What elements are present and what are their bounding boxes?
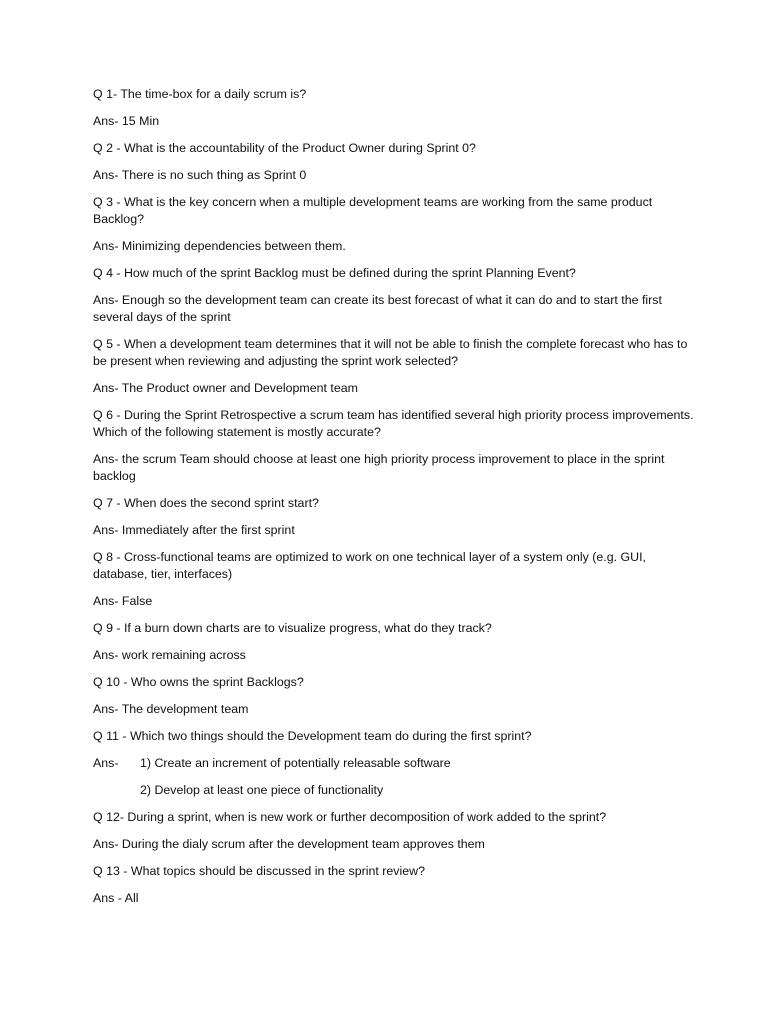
answer-8: Ans- False (93, 594, 153, 608)
answer-1: Ans- 15 Min (93, 114, 160, 128)
question-7: Q 7 - When does the second sprint start? (93, 496, 319, 510)
question-12: Q 12- During a sprint, when is new work or further decomposition of work added to the sprint? (93, 810, 607, 824)
question-6: Q 6 - During the Sprint Retrospective a scrum team has identified several high priority process improvements. Which of the following statement is mostly accurate? (93, 408, 694, 439)
question-8: Q 8 - Cross-functional teams are optimized to work on one technical layer of a system only (e.g. GUI, database, tier, interfaces) (93, 550, 646, 581)
answer-6: Ans- the scrum Team should choose at least one high priority process improvement to place in the sprint backlog (93, 452, 665, 483)
answer-5: Ans- The Product owner and Development team (93, 381, 358, 395)
answer-7: Ans- Immediately after the first sprint (93, 523, 295, 537)
answer-11 (93, 755, 698, 772)
answer-12: Ans- During the dialy scrum after the development team approves them (93, 837, 485, 851)
question-3: Q 3 - What is the key concern when a multiple development teams are working from the same product Backlog? (93, 195, 653, 226)
question-13: Q 13 - What topics should be discussed in the sprint review? (93, 864, 425, 878)
question-4: Q 4 - How much of the sprint Backlog must be defined during the sprint Planning Event? (93, 266, 576, 280)
answer-4: Ans- Enough so the development team can create its best forecast of what it can do and to start the first several days of the sprint (93, 293, 662, 324)
question-2: Q 2 - What is the accountability of the Product Owner during Sprint 0? (93, 141, 476, 155)
answer-11-point-1: 1) Create an increment of potentially releasable software (140, 756, 451, 770)
answer-9: Ans- work remaining across (93, 648, 246, 662)
answer-2: Ans- There is no such thing as Sprint 0 (93, 168, 307, 182)
question-10: Q 10 - Who owns the sprint Backlogs? (93, 675, 304, 689)
question-5: Q 5 - When a development team determines that it will not be able to finish the complete forecast who has to be present when reviewing and adjusting the sprint work selected? (93, 337, 688, 368)
question-9: Q 9 - If a burn down charts are to visualize progress, what do they track? (93, 621, 492, 635)
question-11: Q 11 - Which two things should the Development team do during the first sprint? (93, 729, 532, 743)
answer-11-point-2: 2) Develop at least one piece of functionality (140, 783, 384, 797)
answer-3: Ans- Minimizing dependencies between them. (93, 239, 346, 253)
answer-11-lead: Ans- (93, 756, 119, 770)
question-1: Q 1- The time-box for a daily scrum is? (93, 87, 307, 101)
answer-10: Ans- The development team (93, 702, 249, 716)
answer-13: Ans - All (93, 891, 139, 905)
